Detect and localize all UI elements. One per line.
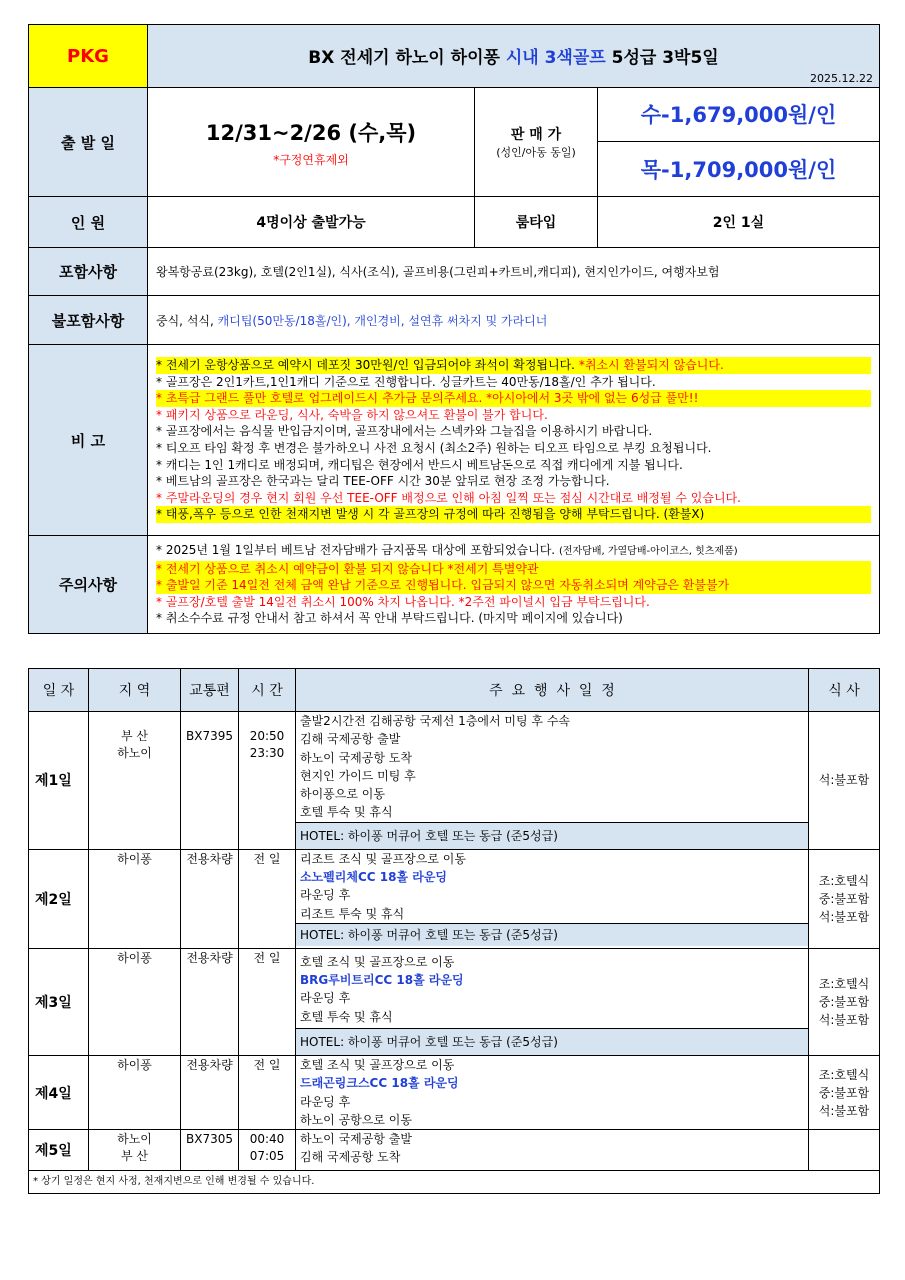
transport-cell: 전용차량 <box>181 849 239 948</box>
remark-line: * 캐디는 1인 1캐디로 배정되며, 캐디팁은 현장에서 반드시 베트남돈으로 직접 캐디에게 지불 됩니다. <box>156 457 683 472</box>
price-wed: 수-1,679,000원/인 <box>598 88 880 142</box>
transport-cell: 전용차량 <box>181 1055 239 1129</box>
meal-cell: 조:호텔식 중:불포함 석:불포함 <box>809 849 880 948</box>
col-header-region: 지 역 <box>89 669 181 712</box>
remarks-label: 비 고 <box>29 345 148 536</box>
day-label: 제2일 <box>29 849 89 948</box>
time-cell: 전 일 <box>239 849 296 948</box>
remark-line: * 골프장에서는 음식물 반입금지이며, 골프장내에서는 스넥카와 그늘집을 이용하시기 바랍니다. <box>156 424 653 439</box>
remark-line: * 베트남의 골프장은 한국과는 달리 TEE-OFF 시간 30분 앞뒤로 현장 조정 가능합니다. <box>156 474 610 489</box>
col-header-schedule: 주 요 행 사 일 정 <box>296 669 809 712</box>
departure-label: 출 발 일 <box>29 88 148 197</box>
itinerary-footnote-row <box>29 1171 880 1194</box>
departure-dates-cell <box>148 88 475 197</box>
transport-cell: 전용차량 <box>181 948 239 1055</box>
caution-line: * 취소수수료 규정 안내서 참고 하셔서 꼭 안내 부탁드립니다. (마지막 페이지에 있습니다) <box>156 611 623 626</box>
itinerary-row-day4 <box>29 1055 880 1129</box>
itinerary-header-row <box>29 669 880 712</box>
caution-line: * 2025년 1월 1일부터 베트남 전자담배가 금지품목 대상에 포함되었습니다. (전자담배, 가열담배-아이코스, 힛츠제품) <box>156 543 738 558</box>
transport-cell: BX7395 <box>181 712 239 850</box>
itinerary-row-day1 <box>29 712 880 850</box>
col-header-transport: 교통편 <box>181 669 239 712</box>
caution-list <box>148 536 880 634</box>
region-cell: 부 산 하노이 <box>89 712 181 850</box>
col-header-time: 시 간 <box>239 669 296 712</box>
time-cell: 전 일 <box>239 948 296 1055</box>
package-summary-table <box>28 24 880 634</box>
people-value: 4명이상 출발가능 <box>148 197 475 248</box>
col-header-meal: 식 사 <box>809 669 880 712</box>
itinerary-row-day2 <box>29 849 880 948</box>
hotel-info: HOTEL: 하이퐁 머큐어 호텔 또는 동급 (준5성급) <box>296 822 808 849</box>
meal-cell: 석:불포함 <box>809 712 880 850</box>
caution-line: * 전세기 상품으로 취소시 예약금이 환불 되지 않습니다 *전세기 특별약관 <box>156 561 871 578</box>
schedule-cell: 호텔 조식 및 골프장으로 이동 드래곤링크스CC 18홀 라운딩 라운딩 후 하노이 공항으로 이동 <box>296 1055 809 1129</box>
issue-date: 2025.12.22 <box>810 72 874 85</box>
remark-line: * 골프장은 2인1카트,1인1캐디 기준으로 진행합니다. 싱글카트는 40만동/18홀/인 추가 됩니다. <box>156 374 656 389</box>
itinerary-table <box>28 668 880 1194</box>
hotel-info: HOTEL: 하이퐁 머큐어 호텔 또는 동급 (준5성급) <box>296 1028 808 1055</box>
schedule-cell: 하노이 국제공항 출발 김해 국제공항 도착 <box>296 1130 809 1171</box>
itinerary-row-day5 <box>29 1130 880 1171</box>
remark-line: * 주말라운딩의 경우 현지 회원 우선 TEE-OFF 배정으로 인해 아침 일찍 또는 점심 시간대로 배정될 수 있습니다. <box>156 490 741 505</box>
excluded-label: 불포함사항 <box>29 296 148 345</box>
price-sub: (성인/아동 동일) <box>496 146 576 159</box>
caution-line: * 골프장/호텔 출발 14일전 취소시 100% 차지 나옵니다. *2주전 파이널시 입금 부탁드립니다. <box>156 594 650 609</box>
included-value: 왕복항공료(23kg), 호텔(2인1실), 식사(조식), 골프비용(그린피+카트비,캐디피), 현지인가이드, 여행자보험 <box>148 248 880 296</box>
room-label: 룸타입 <box>475 197 598 248</box>
title-cell <box>148 25 880 88</box>
day-label: 제3일 <box>29 948 89 1055</box>
departure-note: *구정연휴제외 <box>273 152 349 167</box>
remark-line: * 전세기 운항상품으로 예약시 데포짓 30만원/인 입금되어야 좌석이 확정됩니다. *취소시 환불되지 않습니다. <box>156 357 871 374</box>
excluded-value: 중식, 석식, 캐디팁(50만동/18홀/인), 개인경비, 설연휴 써차지 및 가라디너 <box>148 296 880 345</box>
schedule-cell: 출발2시간전 김해공항 국제선 1층에서 미팅 후 수속 김해 국제공항 출발 하노이 국제공항 도착 현지인 가이드 미팅 후 하이퐁으로 이동 호텔 투숙 및 휴식 HOTEL: 하이퐁 머큐어 호텔 또는 동급 (준5성급) <box>296 712 809 850</box>
time-cell: 00:40 07:05 <box>239 1130 296 1171</box>
included-label: 포함사항 <box>29 248 148 296</box>
remark-line: * 초특급 그랜드 풀만 호텔로 업그레이드시 추가금 문의주세요. *아시아에서 3곳 밖에 없는 6성급 풀만!! <box>156 390 871 407</box>
schedule-cell: 호텔 조식 및 골프장으로 이동 BRG루비트리CC 18홀 라운딩 라운딩 후 호텔 투숙 및 휴식 HOTEL: 하이퐁 머큐어 호텔 또는 동급 (준5성급) <box>296 948 809 1055</box>
price-label: 판 매 가 <box>510 127 562 143</box>
price-thu: 목-1,709,000원/인 <box>598 141 880 196</box>
remarks-list <box>148 345 880 536</box>
people-label: 인 원 <box>29 197 148 248</box>
col-header-day: 일 자 <box>29 669 89 712</box>
remark-line: * 티오프 타임 확정 후 변경은 불가하오니 사전 요청시 (최소2주) 원하는 티오프 타임으로 부킹 요청됩니다. <box>156 441 712 455</box>
day-label: 제5일 <box>29 1130 89 1171</box>
room-value: 2인 1실 <box>598 197 880 248</box>
caution-line: * 출발일 기준 14일전 전체 금액 완납 기준으로 진행됩니다. 입금되지 않으면 자동취소되며 계약금은 환불불가 <box>156 577 871 594</box>
day-label: 제4일 <box>29 1055 89 1129</box>
pkg-badge: PKG <box>29 25 148 88</box>
transport-cell: BX7305 <box>181 1130 239 1171</box>
remark-line: * 패키지 상품으로 라운딩, 식사, 숙박을 하지 않으셔도 환불이 불가 합니다. <box>156 407 548 422</box>
schedule-cell: 리조트 조식 및 골프장으로 이동 소노펠리체CC 18홀 라운딩 라운딩 후 리조트 투숙 및 휴식 HOTEL: 하이퐁 머큐어 호텔 또는 동급 (준5성급) <box>296 849 809 948</box>
remark-line: * 태풍,폭우 등으로 인한 천재지변 발생 시 각 골프장의 규정에 따라 진행됨을 양해 부탁드립니다. (환불X) <box>156 506 871 523</box>
time-cell: 전 일 <box>239 1055 296 1129</box>
departure-dates: 12/31~2/26 (수,목) <box>205 120 417 145</box>
hotel-info: HOTEL: 하이퐁 머큐어 호텔 또는 동급 (준5성급) <box>296 923 808 946</box>
itinerary-row-day3 <box>29 948 880 1055</box>
itinerary-footnote: * 상기 일정은 현지 사정, 천재지변으로 인해 변경될 수 있습니다. <box>29 1171 880 1194</box>
meal-cell: 조:호텔식 중:불포함 석:불포함 <box>809 1055 880 1129</box>
region-cell: 하이퐁 <box>89 1055 181 1129</box>
meal-cell <box>809 1130 880 1171</box>
day-label: 제1일 <box>29 712 89 850</box>
region-cell: 하노이 부 산 <box>89 1130 181 1171</box>
time-cell: 20:50 23:30 <box>239 712 296 850</box>
meal-cell: 조:호텔식 중:불포함 석:불포함 <box>809 948 880 1055</box>
page-title: BX 전세기 하노이 하이퐁 시내 3색골프 5성급 3박5일 <box>308 48 719 68</box>
caution-label: 주의사항 <box>29 536 148 634</box>
region-cell: 하이퐁 <box>89 948 181 1055</box>
price-label-cell <box>475 88 598 197</box>
region-cell: 하이퐁 <box>89 849 181 948</box>
